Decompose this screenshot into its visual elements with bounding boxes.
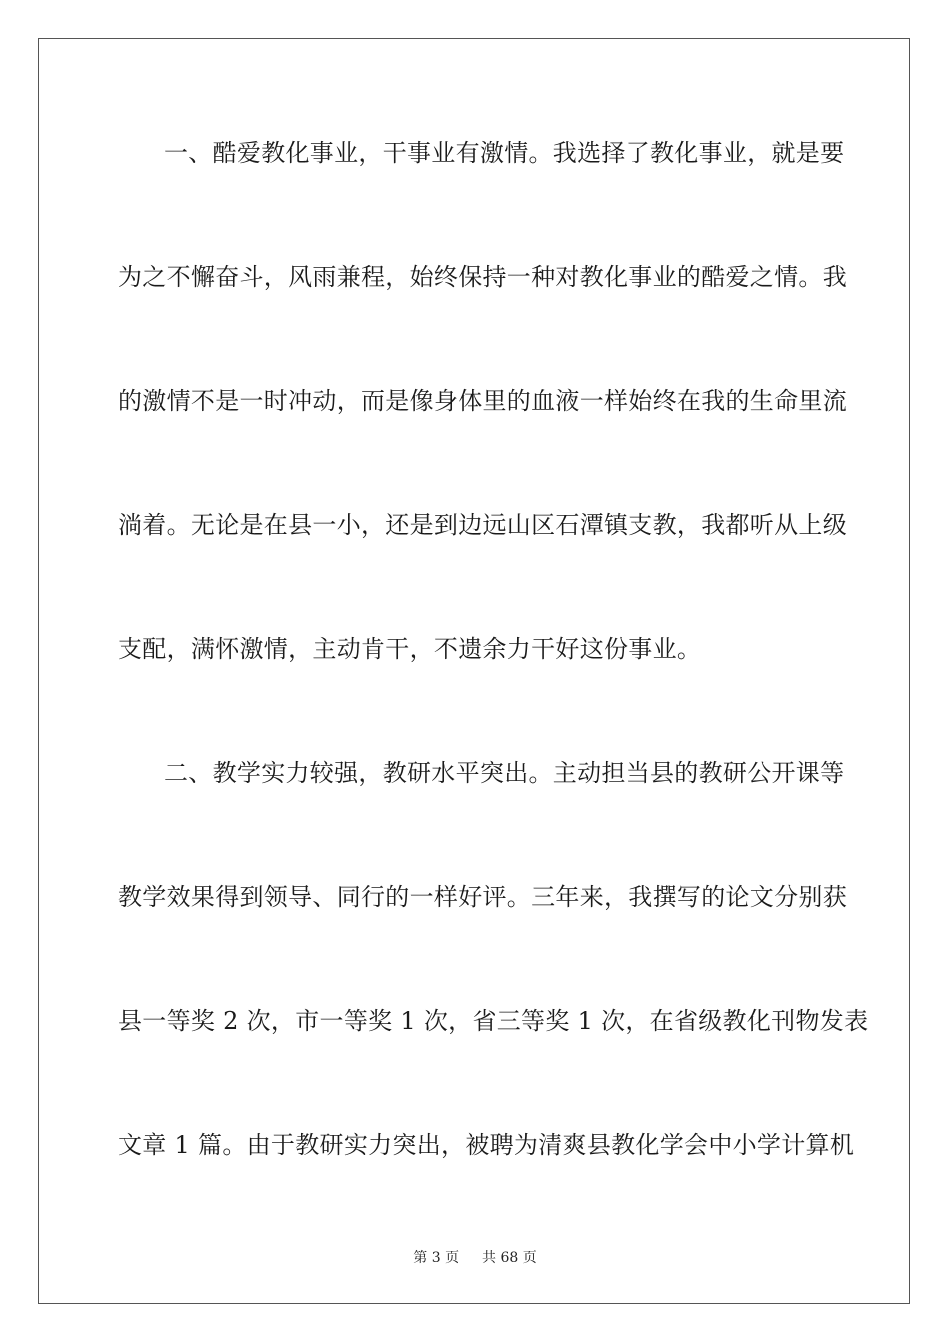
page-frame xyxy=(38,38,910,1304)
total-pages: 共 68 页 xyxy=(482,1250,537,1266)
paragraph-1-line-3: 的激情不是一时冲动，而是像身体里的血液一样始终在我的生命里流 xyxy=(118,387,847,415)
page-footer xyxy=(0,1247,950,1267)
page-number: 第 3 页 xyxy=(413,1250,460,1266)
paragraph-2-line-1: 二、教学实力较强，教研水平突出。主动担当县的教研公开课等 xyxy=(164,759,845,787)
paragraph-1-line-1: 一、酷爱教化事业，干事业有激情。我选择了教化事业，就是要 xyxy=(164,139,845,167)
paragraph-1-line-5: 支配，满怀激情，主动肯干，不遗余力干好这份事业。 xyxy=(118,635,702,663)
paragraph-2-line-4: 文章 1 篇。由于教研实力突出，被聘为清爽县教化学会中小学计算机 xyxy=(118,1131,855,1159)
paragraph-1-line-4: 淌着。无论是在县一小，还是到边远山区石潭镇支教，我都听从上级 xyxy=(118,511,847,539)
paragraph-2-line-3: 县一等奖 2 次，市一等奖 1 次，省三等奖 1 次，在省级教化刊物发表 xyxy=(118,1007,869,1035)
paragraph-1-line-2: 为之不懈奋斗，风雨兼程，始终保持一种对教化事业的酷爱之情。我 xyxy=(118,263,847,291)
paragraph-2-line-2: 教学效果得到领导、同行的一样好评。三年来，我撰写的论文分别获 xyxy=(118,883,847,911)
